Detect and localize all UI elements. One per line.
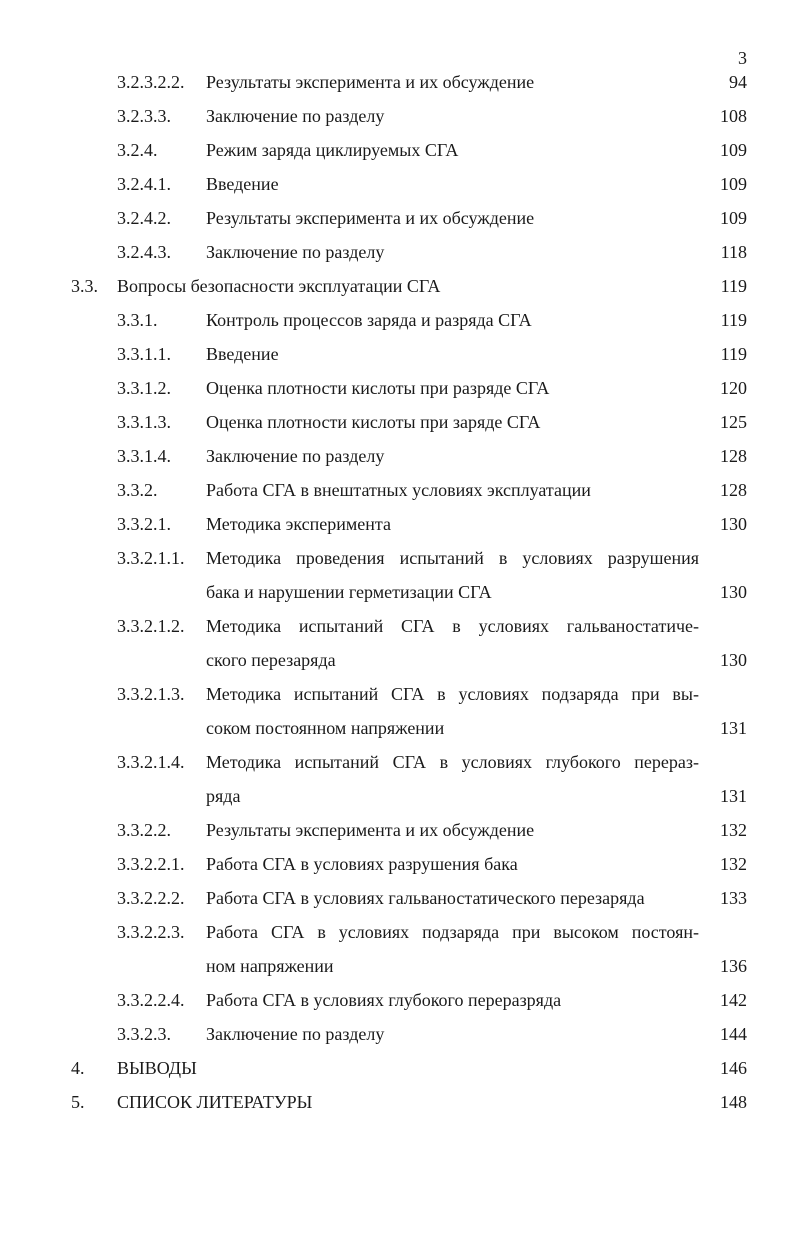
- toc-entry-number: 3.3.2.1.2.: [117, 616, 185, 636]
- toc-entry: [0, 372, 799, 406]
- toc-entry: [0, 882, 799, 916]
- toc-entry: [0, 66, 799, 100]
- toc-entry: [0, 100, 799, 134]
- toc-entry-title: Введение: [206, 174, 279, 194]
- toc-entry-title: Результаты эксперимента и их обсуждение: [206, 72, 535, 92]
- toc-entry-page: 130: [720, 582, 747, 602]
- toc-entry-number: 3.3.1.: [117, 310, 158, 330]
- toc-entry-title: Контроль процессов заряда и разряда СГА: [206, 310, 532, 330]
- toc-entry-number: 3.3.2.1.4.: [117, 752, 185, 772]
- toc-entry-number: 3.2.4.3.: [117, 242, 171, 262]
- toc-entry-title: Заключение по разделу: [206, 1024, 385, 1044]
- toc-entry: [0, 542, 799, 576]
- toc-entry: [0, 202, 799, 236]
- toc-entry: [0, 984, 799, 1018]
- toc-entry-title: Методика испытаний СГА в условиях глубокого перераз-: [206, 752, 699, 772]
- toc-entry-page: 148: [720, 1092, 747, 1112]
- toc-entry-title: Методика испытаний СГА в условиях гальваностатиче-: [206, 616, 699, 636]
- toc-entry-continuation: [0, 644, 799, 678]
- toc-entry: [0, 814, 799, 848]
- toc-entry-number: 3.2.3.2.2.: [117, 72, 185, 92]
- toc-entry-title: Работа СГА в условиях глубокого переразряда: [206, 990, 562, 1010]
- toc-entry-number: 4.: [71, 1058, 85, 1078]
- toc-entry-title: Вопросы безопасности эксплуатации СГА: [117, 276, 441, 296]
- toc-entry-number: 3.3.2.2.3.: [117, 922, 185, 942]
- toc-entry-page: 131: [720, 718, 747, 738]
- toc-entry-title: Заключение по разделу: [206, 106, 385, 126]
- toc-entry-page: 118: [720, 242, 747, 262]
- toc-entry: [0, 508, 799, 542]
- toc-entry-number: 3.3.2.2.: [117, 820, 171, 840]
- toc-entry: [0, 1052, 799, 1086]
- toc-entry-title: Работа СГА в условиях разрушения бака: [206, 854, 518, 874]
- toc-entry-page: 119: [720, 310, 747, 330]
- toc-entry-title: ряда: [206, 786, 241, 806]
- toc-entry-title: Заключение по разделу: [206, 446, 385, 466]
- toc-entry: [0, 168, 799, 202]
- toc-entry-continuation: [0, 780, 799, 814]
- toc-entry-title: бака и нарушении герметизации СГА: [206, 582, 492, 602]
- toc-entry-page: 132: [720, 854, 747, 874]
- toc-entry-page: 146: [720, 1058, 747, 1078]
- toc-entry-title: Работа СГА в внештатных условиях эксплуатации: [206, 480, 591, 500]
- toc-entry: [0, 916, 799, 950]
- toc-entry-title: Результаты эксперимента и их обсуждение: [206, 208, 535, 228]
- toc-entry-title: соком постоянном напряжении: [206, 718, 445, 738]
- toc-entry-page: 130: [720, 650, 747, 670]
- toc-entry: [0, 440, 799, 474]
- toc-entry: [0, 1018, 799, 1052]
- toc-entry-page: 128: [720, 446, 747, 466]
- toc-entry-title: Работа СГА в условиях подзаряда при высоком постоян-: [206, 922, 699, 942]
- toc-entry-number: 3.3.2.: [117, 480, 158, 500]
- toc-entry-title: Методика испытаний СГА в условиях подзаряда при вы-: [206, 684, 699, 704]
- toc-entry-number: 3.3.2.2.2.: [117, 888, 185, 908]
- toc-entry-continuation: [0, 576, 799, 610]
- toc-entry-number: 3.2.4.2.: [117, 208, 171, 228]
- toc-entry: [0, 474, 799, 508]
- toc-entry: [0, 304, 799, 338]
- toc-entry-title: Режим заряда циклируемых СГА: [206, 140, 459, 160]
- toc-entry-page: 125: [720, 412, 747, 432]
- toc-entry-page: 142: [720, 990, 747, 1010]
- toc-entry-page: 109: [720, 208, 747, 228]
- toc-entry-title: Введение: [206, 344, 279, 364]
- toc-entry-page: 132: [720, 820, 747, 840]
- toc-entry-number: 3.2.4.: [117, 140, 158, 160]
- toc-entry-page: 130: [720, 514, 747, 534]
- toc-entry: [0, 406, 799, 440]
- toc-entry-title: Методика проведения испытаний в условиях разрушения: [206, 548, 699, 568]
- toc-entry-page: 119: [720, 276, 747, 296]
- toc-entry-page: 94: [729, 72, 747, 92]
- toc-entry-page: 128: [720, 480, 747, 500]
- toc-entry-title: Оценка плотности кислоты при заряде СГА: [206, 412, 541, 432]
- toc-entry-number: 3.2.3.3.: [117, 106, 171, 126]
- toc-entry-title: СПИСОК ЛИТЕРАТУРЫ: [117, 1092, 313, 1112]
- page-number: 3: [738, 48, 747, 68]
- toc-entry: [0, 848, 799, 882]
- toc-entry: [0, 1086, 799, 1120]
- toc-entry-title: ВЫВОДЫ: [117, 1058, 197, 1078]
- toc-entry-number: 3.3.2.2.4.: [117, 990, 185, 1010]
- toc-entry-page: 120: [720, 378, 747, 398]
- toc-entry-title: ского перезаряда: [206, 650, 336, 670]
- toc-entry-continuation: [0, 712, 799, 746]
- toc-entry: [0, 338, 799, 372]
- toc-entry-title: Оценка плотности кислоты при разряде СГА: [206, 378, 550, 398]
- toc-entry-title: Работа СГА в условиях гальваностатического перезаряда: [206, 888, 645, 908]
- toc-entry: [0, 610, 799, 644]
- toc-entry-number: 3.3.2.1.1.: [117, 548, 185, 568]
- toc-entry-title: Методика эксперимента: [206, 514, 391, 534]
- toc-entry-page: 119: [720, 344, 747, 364]
- toc-entry-continuation: [0, 950, 799, 984]
- toc-entry: [0, 270, 799, 304]
- toc-entry-number: 3.3.1.1.: [117, 344, 171, 364]
- toc-entry-number: 5.: [71, 1092, 85, 1112]
- toc-entry-number: 3.2.4.1.: [117, 174, 171, 194]
- toc-entry-number: 3.3.2.3.: [117, 1024, 171, 1044]
- toc-entry-title: Заключение по разделу: [206, 242, 385, 262]
- table-of-contents: [0, 66, 799, 1120]
- toc-entry-number: 3.3.1.2.: [117, 378, 171, 398]
- toc-entry-page: 144: [720, 1024, 747, 1044]
- toc-entry-page: 133: [720, 888, 747, 908]
- toc-entry-number: 3.3.1.3.: [117, 412, 171, 432]
- toc-entry-number: 3.3.2.2.1.: [117, 854, 185, 874]
- toc-entry-page: 108: [720, 106, 747, 126]
- toc-entry-page: 109: [720, 174, 747, 194]
- toc-entry-page: 131: [720, 786, 747, 806]
- toc-entry-number: 3.3.: [71, 276, 98, 296]
- toc-entry: [0, 236, 799, 270]
- toc-entry: [0, 134, 799, 168]
- toc-entry: [0, 746, 799, 780]
- toc-entry: [0, 678, 799, 712]
- toc-entry-title: Результаты эксперимента и их обсуждение: [206, 820, 535, 840]
- toc-entry-title: ном напряжении: [206, 956, 334, 976]
- toc-entry-number: 3.3.1.4.: [117, 446, 171, 466]
- toc-entry-number: 3.3.2.1.3.: [117, 684, 185, 704]
- toc-entry-page: 136: [720, 956, 747, 976]
- toc-entry-page: 109: [720, 140, 747, 160]
- toc-entry-number: 3.3.2.1.: [117, 514, 171, 534]
